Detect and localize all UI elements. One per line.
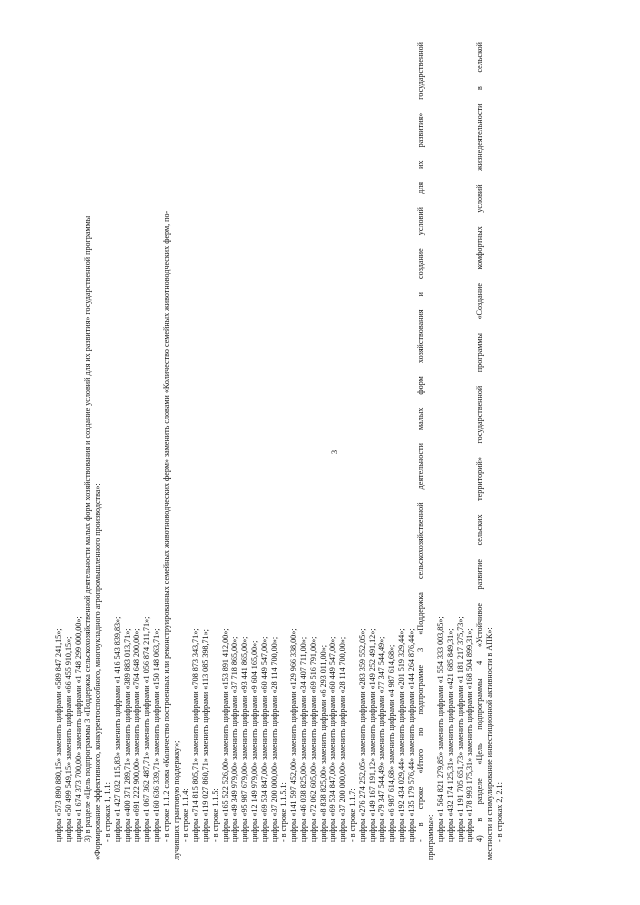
text-line: - в строках 2, 2.1: [494,782,504,842]
text-line: цифры «135 179 576,44» заменить цифрами «144 264 876,44»; [406,628,416,842]
text-line: цифры «50 499 549,15» заменить цифрами «66 455 910,15»; [63,636,73,842]
text-line: цифры «1 191 705 651,73» заменить цифрами «1 181 217 375,73»; [455,616,465,842]
text-line: - в строке 1.1.4: [181,788,191,842]
text-line: лучивших грантовую поддержку»; [171,740,181,860]
text-line: «Формирование эффективного, конкурентоспособного, многоукладного агропромышленного производства»: [93,483,103,860]
text-line: цифры «1 674 373 700,00» заменить цифрами «1 748 299 000,00»; [73,616,83,842]
text-line: цифры «37 200 000,00» заменить цифрами «28 114 700,00»; [338,636,348,842]
text-line: цифры «691 222 900,00» заменить цифрами «764 648 200,00»; [132,628,142,842]
text-line: цифры «12 149 979,00» заменить цифрами «9 604 165,00»; [249,640,259,842]
text-line: цифры «714 815 805,71» заменить цифрами «708 873 343,71»; [191,628,201,842]
text-line: - в строке 1.1.7: [347,788,357,842]
page-number: 3 [329,449,339,455]
text-line: цифры «432 174 125,31» заменить цифрами «421 685 849,31»; [445,628,455,842]
text-line: цифры «400 371 289,71» заменить цифрами «389 883 013,71»; [122,628,132,842]
text-line: цифры «8 838 825,00» заменить цифрами «6 293 011,00»; [318,644,328,842]
text-line: местности и стимулирование инвестиционной активности в АПК»: [485,627,495,860]
text-line: цифры «1 564 821 279,85» заменить цифрами «1 554 333 003,85»; [436,616,446,842]
text-line: цифры «79 347 544,49» заменить цифрами «77 347 544,49»; [377,636,387,842]
text-line: цифры «49 349 979,00» заменить цифрами «37 718 865,00»; [230,636,240,842]
text-line: цифры «1 067 362 487,71» заменить цифрами «1 056 874 211,71»; [142,616,152,842]
text-line: цифры «1 427 032 115,83» заменить цифрами «1 416 543 839,83»; [112,616,122,842]
text-line: цифры «6 987 614,68» заменить цифрами «4 987 614,68»; [387,644,397,842]
text-line: цифры «178 993 175,31» заменить цифрами «168 504 899,31»; [465,628,475,842]
text-line: программы»: [426,814,436,860]
text-line: 4) в разделе «Цель подпрограммы 4 «Устойчивое развитие сельских территорий» государственной программы «Создание комфортных условий жизнедеятельности в сельской [475,42,485,842]
text-line: цифры «72 062 605,00» заменить цифрами «69 516 791,00»; [308,636,318,842]
text-line: цифры «192 434 029,44» заменить цифрами «201 519 329,44»; [396,628,406,842]
text-line: цифры «95 987 679,00» заменить цифрами «93 441 865,00»; [240,636,250,842]
text-line: - в строке 1.1.5: [210,788,220,842]
text-line: цифры «149 167 191,12» заменить цифрами «149 252 491,12»; [367,628,377,842]
text-line: цифры «165 522 526,00» заменить цифрами «153 891 412,00»; [220,628,230,842]
text-line: цифры «160 636 339,71» заменить цифрами «150 148 063,71»; [151,628,161,842]
text-line: цифры «573 890 880,15» заменить цифрами «589 847 241,15»; [54,628,63,842]
text-line: цифры «276 274 252,05» заменить цифрами «283 359 552,05»; [357,628,367,842]
text-line: - в строке 1.1.5.1: [279,782,289,842]
text-line: - в строках 1, 1.1: [102,782,112,842]
text-line: цифры «69 534 847,00» заменить цифрами «60 449 547,00»; [259,636,269,842]
text-line: цифры «119 027 860,71» заменить цифрами «113 085 398,71»; [200,629,210,842]
text-line: - в строке 1.1.2 слова «Количество построенных или реконструированных семейных животноводческих ферм» заменить словами «Количество семейных животноводческих ферм, по- [161,210,171,842]
document-body [40,32,600,872]
text-line: цифры «37 200 000,00» заменить цифрами «28 114 700,00»; [269,636,279,842]
text-line: цифры «141 597 452,00» заменить цифрами «129 966 338,00»; [289,628,299,842]
text-line: 3) в разделе «Цель подпрограммы 3 «Поддержка сельскохозяйственной деятельности малых форм хозяйствования и создание условий для их развития» государственной программы [83,215,93,842]
text-line: цифры «46 038 825,00» заменить цифрами «34 407 711,00»; [298,636,308,842]
text-line: цифры «69 534 847,00» заменить цифрами «60 449 547,00»; [328,636,338,842]
text-line: - в строке «Итого по подпрограмме 3 «Поддержка сельскохозяйственной деятельности малых форм хозяйствования и создание условий для их развития» государственной [416,42,426,842]
